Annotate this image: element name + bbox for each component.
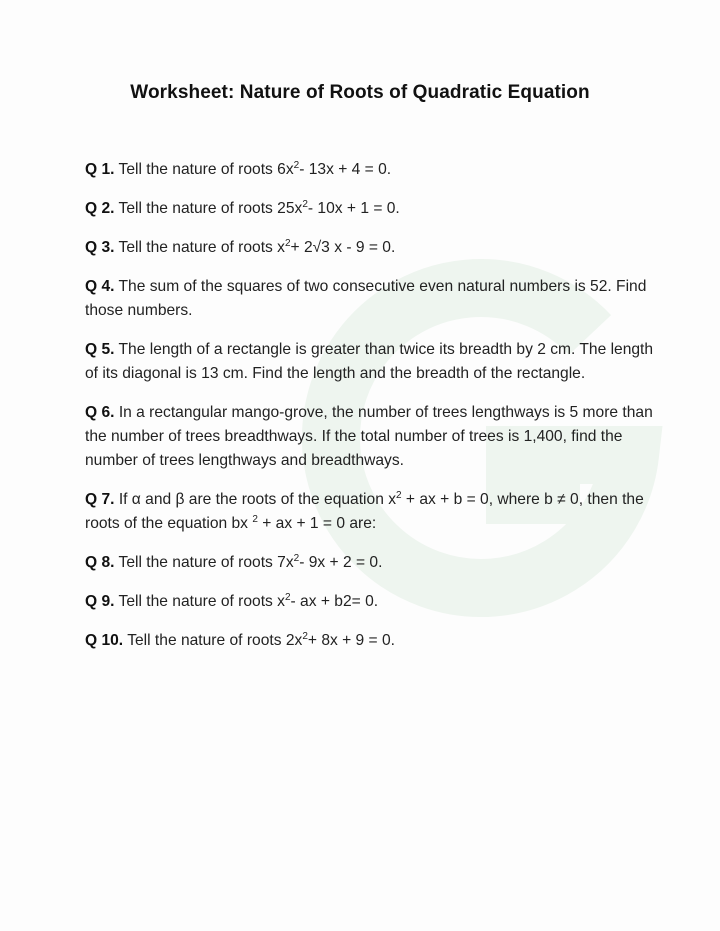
question-number: Q 10. [85,632,124,649]
exponent: 2 [302,630,308,642]
question-10 [85,629,660,653]
question-text: Tell the nature of roots 6x [118,161,294,178]
question-number: Q 4. [85,278,115,295]
exponent: 2 [302,198,308,210]
question-text: The length of a rectangle is greater than twice its breadth by 2 cm. The length of its diagonal is 13 cm. Find the length and the breadth of the rectangle. [85,341,654,382]
question-text: + ax + b = 0, where b ≠ 0, then the roots of the equation bx [85,491,644,532]
exponent: 2 [396,489,402,501]
question-5 [85,338,660,386]
question-number: Q 2. [85,200,115,217]
question-number: Q 7. [85,491,115,508]
question-text: Tell the nature of roots 7x [118,554,294,571]
question-text: Tell the nature of roots x [118,593,285,610]
question-text: Tell the nature of roots 2x [127,632,303,649]
exponent: 2 [293,159,300,171]
question-text: If α and β are the roots of the equation x [118,491,396,508]
question-number: Q 5. [85,341,115,358]
exponent: 2 [293,552,300,564]
question-text: The sum of the squares of two consecutive even natural numbers is 52. Find those numbers. [85,278,647,319]
exponent: 2 [284,237,291,249]
question-text: - 9x + 2 = 0. [299,554,383,571]
question-text: + ax + 1 = 0 are: [257,515,377,532]
question-6 [85,401,660,473]
question-text: + 8x + 9 = 0. [307,632,396,649]
question-1 [85,158,660,182]
question-9 [85,590,660,614]
question-number: Q 6. [85,404,115,421]
question-text: - ax + b2= 0. [290,593,379,610]
question-4 [85,275,660,323]
question-list [85,158,660,668]
question-text: Tell the nature of roots 25x [118,200,303,217]
question-8 [85,551,660,575]
question-number: Q 1. [85,161,115,178]
question-number: Q 9. [85,593,115,610]
question-3 [85,236,660,260]
exponent: 2 [284,591,291,603]
question-2 [85,197,660,221]
question-text: + 2√3 x - 9 = 0. [290,239,396,256]
question-text: Tell the nature of roots x [118,239,285,256]
worksheet-title: Worksheet: Nature of Roots of Quadratic Equation [130,82,590,103]
question-text: In a rectangular mango-grove, the number of trees lengthways is 5 more than the number of trees breadthways. If the total number of trees is 1,400, find the number of trees lengthways and breadthways. [85,404,653,469]
question-number: Q 8. [85,554,115,571]
question-number: Q 3. [85,239,115,256]
question-7 [85,488,660,536]
question-text: - 10x + 1 = 0. [307,200,400,217]
exponent: 2 [252,513,258,525]
question-text: - 13x + 4 = 0. [299,161,392,178]
